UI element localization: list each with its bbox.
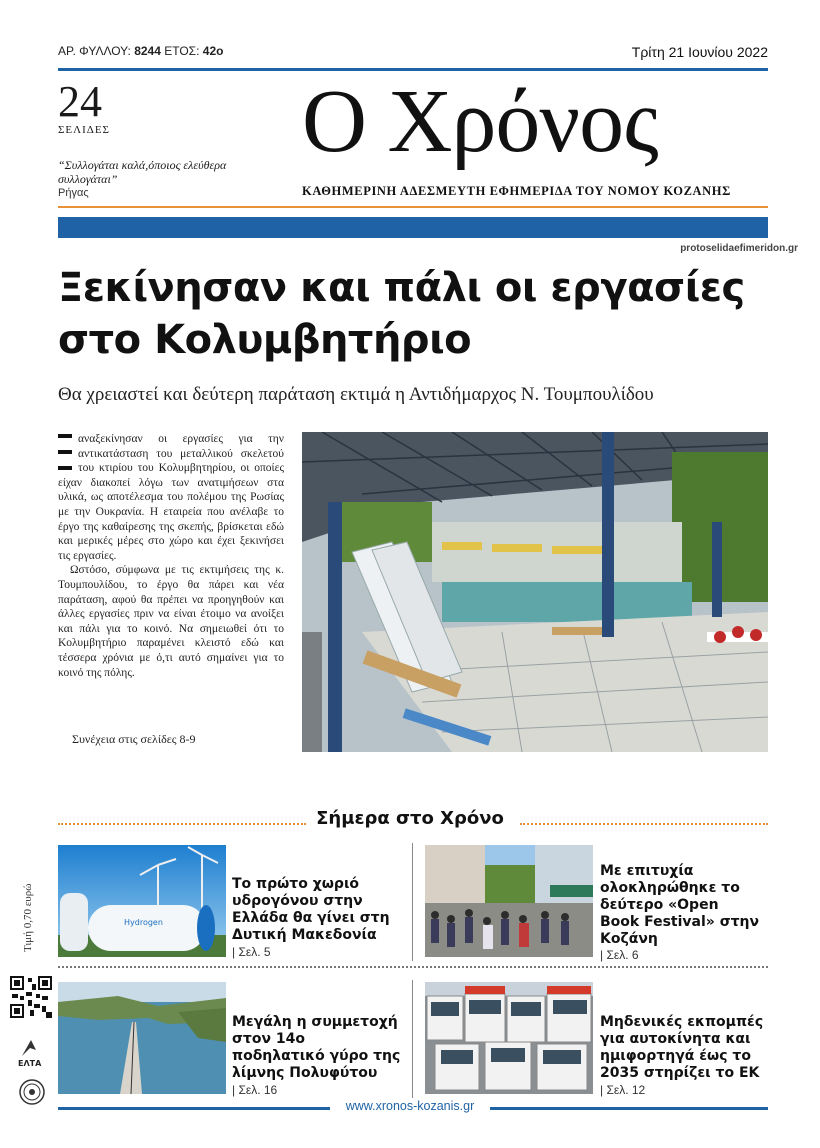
year-label: ΕΤΟΣ: xyxy=(164,44,200,58)
cards-divider-top xyxy=(412,843,413,961)
masthead-quote: “Συλλογάται καλά,όποιος ελεύθερα συλλογάται” xyxy=(58,158,227,186)
top-rule xyxy=(58,68,768,71)
trucks-image xyxy=(425,982,593,1094)
footer-rule-right xyxy=(490,1107,768,1110)
masthead-blue-bar xyxy=(58,217,768,238)
source-watermark: protoselidaefimeridon.gr xyxy=(680,243,798,254)
card-hydrogen-title[interactable]: Το πρώτο χωριό υδρογόνου στην Ελλάδα θα γίνει στη Δυτική Μακεδονία xyxy=(232,876,390,943)
issue-number: 8244 xyxy=(134,44,161,58)
quote-author: Ρήγας xyxy=(58,187,89,199)
footer-website-link[interactable]: www.xronos-kozanis.gr xyxy=(345,1099,475,1113)
festival-image xyxy=(425,845,593,957)
lake-bridge-image xyxy=(58,982,226,1094)
lead-paragraph-1 xyxy=(58,432,284,563)
elta-logo-svg xyxy=(16,1036,46,1068)
card-cycling-page: | Σελ. 16 xyxy=(232,1083,278,1097)
cover-price-text: Τιμή 0,70 ευρώ xyxy=(22,883,34,952)
elta-logo-icon xyxy=(16,1036,46,1068)
lead-headline: Ξεκίνησαν και πάλι οι εργασίες στο Κολυμβητήριο xyxy=(58,265,745,363)
card-hydrogen-page: | Σελ. 5 xyxy=(232,945,271,959)
lead-paragraph-1-text: αναξεκίνησαν οι εργασίες για την αντικατάσταση του μεταλλικού σκελετού του κτιρίου του Κολυμβητηρίου, οι οποίες είχαν διακοπεί λόγω των ανατιμήσεων στα υλικά, ως αποτέλεσμα του πολέμου της Ρωσίας με την Ουκρανία. Η εταιρεία που ανέλαβε το έργο της καθαίρεσης της σκεπής, βρίσκεται εδώ και μερικές μέρες στο χώρο και έχει ξεκινήσει τις εργασίες. xyxy=(58,433,284,562)
issue-label: ΑΡ. ΦΥΛΛΟΥ: xyxy=(58,44,131,58)
card-festival-thumbnail[interactable] xyxy=(425,845,593,957)
cards-divider-bottom xyxy=(412,980,413,1098)
lead-continued: Συνέχεια στις σελίδες 8-9 xyxy=(72,732,196,746)
today-right-dots xyxy=(520,823,768,825)
pages-count: 24 xyxy=(58,77,102,126)
drop-cap-bars xyxy=(58,434,72,474)
pool-photo-svg xyxy=(302,432,768,752)
card-hydrogen-thumbnail[interactable] xyxy=(58,845,226,957)
pool-photo xyxy=(302,432,768,752)
card-cycling-title[interactable]: Μεγάλη η συμμετοχή στον 14ο ποδηλατικό γύρο της λίμνης Πολυφύτου xyxy=(232,1014,401,1081)
cards-row-divider xyxy=(58,966,768,968)
pages-label: ΣΕΛΙΔΕΣ xyxy=(58,124,110,136)
elta-logo-text: ΕΛΤΑ xyxy=(18,1059,42,1068)
hydrogen-image xyxy=(58,845,226,957)
card-emissions-title[interactable]: Μηδενικές εκπομπές για αυτοκίνητα και ημιφορτηγά έως το 2035 στηρίζει το ΕΚ xyxy=(600,1014,764,1081)
year-number: 42ο xyxy=(202,44,224,58)
card-festival-title[interactable]: Με επιτυχία ολοκληρώθηκε το δεύτερο «Open Book Festival» στην Κοζάνη xyxy=(600,863,760,947)
card-emissions-page: | Σελ. 12 xyxy=(600,1083,646,1097)
tank-label: Hydrogen xyxy=(124,918,163,927)
today-section-title: Σήμερα στο Χρόνο xyxy=(316,808,504,829)
issue-info xyxy=(58,44,223,58)
qr-code-svg xyxy=(10,976,52,1018)
masthead-orange-rule xyxy=(58,206,768,208)
newspaper-logo: Ο Χρόνος xyxy=(302,72,658,171)
card-cycling-thumbnail[interactable] xyxy=(58,982,226,1094)
card-festival-page: | Σελ. 6 xyxy=(600,948,639,962)
newspaper-tagline: ΚΑΘΗΜΕΡΙΝΗ ΑΔΕΣΜΕΥΤΗ ΕΦΗΜΕΡΙΔΑ ΤΟΥ ΝΟΜΟΥ ΚΟΖΑΝΗΣ xyxy=(302,184,731,198)
card-emissions-thumbnail[interactable] xyxy=(425,982,593,1094)
qr-code-icon xyxy=(10,976,52,1018)
issue-date: Τρίτη 21 Ιουνίου 2022 xyxy=(631,44,768,60)
lead-paragraph-2: Ωστόσο, σύμφωνα με τις εκτιμήσεις της κ. Τουμπουλίδου, το έργο θα πάρει και νέα παράταση, αφού θα πρέπει να προηγηθούν και άλλες εργασίες πριν να είναι έτοιμο να ανοίξει και πάλι για το κοινό. Να σημειωθεί ότι το Κολυμβητήριο παραμένει κλειστό εδώ και τέσσερα χρόνια με ό,τι αυτό σημαίνει για το κοινό της πόλης. xyxy=(58,564,284,679)
lead-body xyxy=(58,432,284,680)
lead-subhead: Θα χρειαστεί και δεύτερη παράταση εκτιμά η Αντιδήμαρχος Ν. Τουμπουλίδου xyxy=(58,384,654,405)
cover-price xyxy=(22,852,38,952)
